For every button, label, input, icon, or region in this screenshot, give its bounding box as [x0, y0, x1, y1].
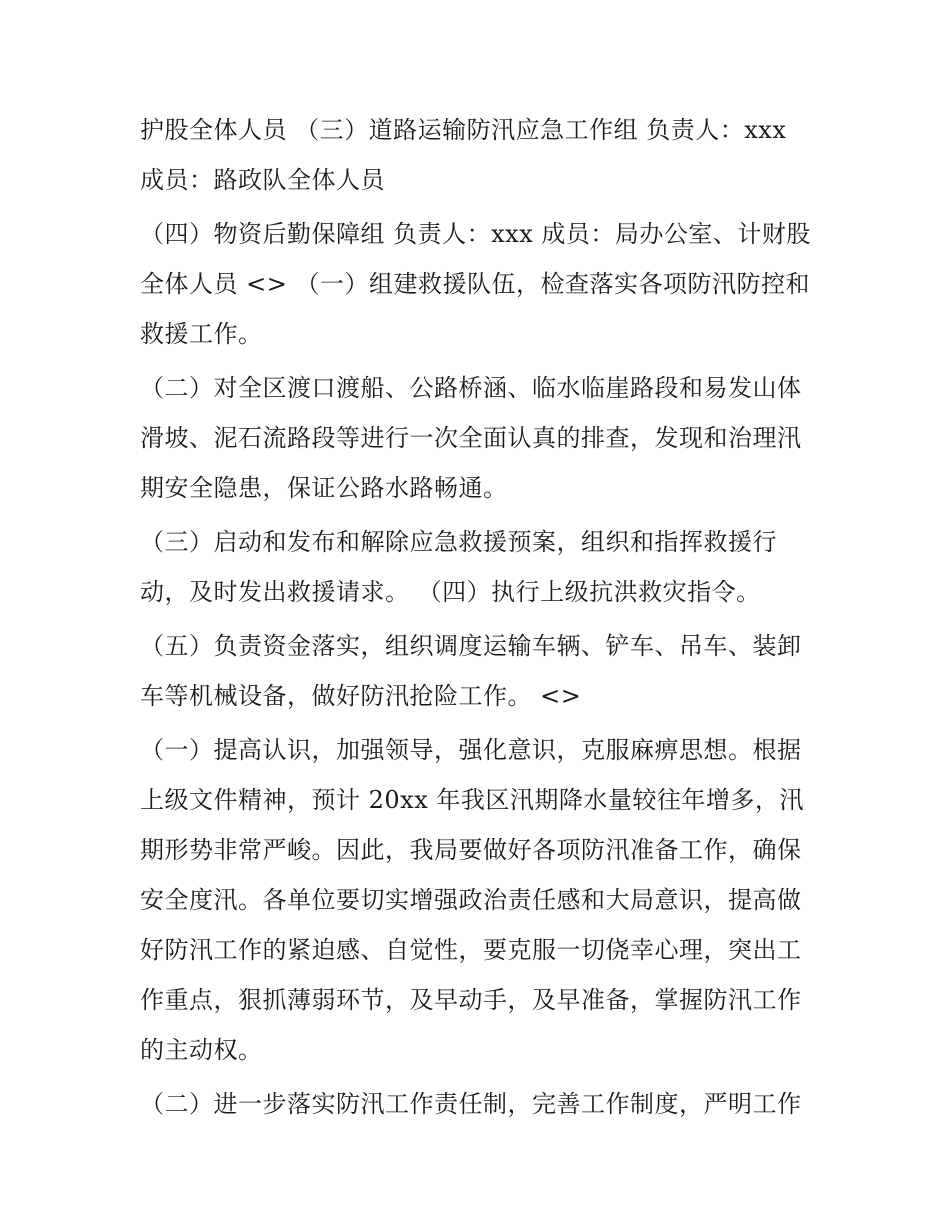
text-line: 护股全体人员 （三）道路运输防汛应急工作组 负责人：xxx	[140, 116, 787, 144]
text-line: 期安全隐患，保证公路水路畅通。	[140, 474, 508, 502]
text-line: 滑坡、泥石流路段等进行一次全面认真的排查，发现和治理汛	[140, 424, 802, 452]
text-line: （三）启动和发布和解除应急救援预案，组织和指挥救援行	[140, 528, 777, 556]
paragraph	[140, 1079, 820, 1129]
text-line: 期形势非常严峻。因此，我局要做好各项防汛准备工作，确保	[140, 836, 802, 864]
text-line: 上级文件精神，预计 20xx 年我区汛期降水量较往年增多，汛	[140, 786, 804, 814]
text-line: （四）物资后勤保障组 负责人：xxx 成员：局办公室、计财股	[140, 220, 811, 248]
text-line: （五）负责资金落实，组织调度运输车辆、铲车、吊车、装卸	[140, 632, 802, 660]
text-line: 安全度汛。各单位要切实增强政治责任感和大局意识，提高做	[140, 886, 802, 914]
text-line: 作重点，狠抓薄弱环节，及早动手，及早准备，掌握防汛工作	[140, 986, 802, 1014]
text-line: 救援工作。	[140, 320, 263, 348]
text-line: 车等机械设备，做好防汛抢险工作。 <>	[140, 682, 582, 710]
text-line: 成员：路政队全体人员	[140, 166, 385, 194]
paragraph	[140, 621, 820, 721]
text-line: 的主动权。	[140, 1036, 263, 1064]
paragraph	[140, 725, 820, 1075]
text-line: （二）进一步落实防汛工作责任制，完善工作制度，严明工作	[140, 1090, 802, 1118]
paragraph	[140, 363, 820, 513]
text-line: 好防汛工作的紧迫感、自觉性，要克服一切侥幸心理，突出工	[140, 936, 802, 964]
text-line: （一）提高认识，加强领导，强化意识，克服麻痹思想。根据	[140, 736, 802, 764]
paragraph	[140, 517, 820, 617]
text-line: （二）对全区渡口渡船、公路桥涵、临水临崖路段和易发山体	[140, 374, 802, 402]
document-body	[140, 105, 820, 1133]
text-line: 全体人员 <> （一）组建救援队伍，检查落实各项防汛防控和	[140, 270, 810, 298]
paragraph	[140, 209, 820, 359]
text-line: 动，及时发出救援请求。 （四）执行上级抗洪救灾指令。	[140, 578, 761, 606]
paragraph	[140, 105, 820, 205]
